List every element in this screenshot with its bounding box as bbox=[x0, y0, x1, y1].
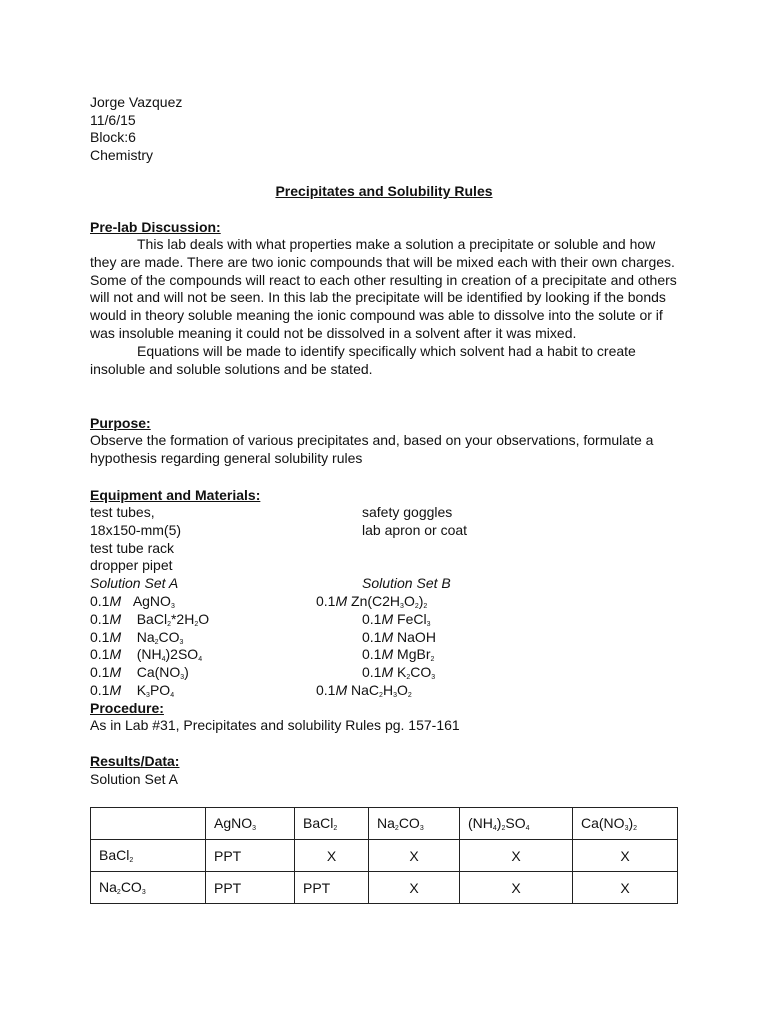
table-cell: X bbox=[369, 872, 460, 904]
set-b-item bbox=[316, 682, 412, 704]
chemical-formula: $Zn(C2H_3O_2)_2$ bbox=[351, 593, 428, 610]
document-title: Precipitates and Solubility Rules bbox=[275, 183, 493, 199]
molarity-unit: M bbox=[109, 611, 122, 627]
chemical-formula: AgNO$_3$ bbox=[214, 815, 257, 832]
molarity-unit: M bbox=[109, 664, 122, 680]
prelab-paragraph-2: Equations will be made to identify specifically which solvent had a habit to create insoluble and soluble solutions and be stated. bbox=[90, 342, 636, 377]
prelab-paragraph-1: This lab deals with what properties make a solution a precipitate or soluble and how they are made. There are two ionic compounds that will be mixed each with their own charges. Some of the compounds will react to each other resulting in creation of a precipitate and others will not and will not be seen. In this lab the precipitate will be identified by looking if the bonds would in theory soluble meaning the ionic compound was able to dissolve into the solute or if was insoluble meaning it could not be dissolved in a solvent after it was mixed. bbox=[90, 236, 677, 341]
column-header bbox=[573, 808, 678, 840]
column-header bbox=[369, 808, 460, 840]
molarity-value: 0.1 bbox=[90, 682, 110, 698]
table-cell: PPT bbox=[206, 872, 295, 904]
column-header bbox=[206, 808, 295, 840]
molarity-unit: M bbox=[109, 646, 122, 662]
chemical-formula: $Na_2CO_3$ bbox=[377, 815, 424, 832]
column-header bbox=[295, 808, 369, 840]
procedure-heading: Procedure: bbox=[90, 700, 164, 716]
chemical-formula: BaCl$_2$ bbox=[303, 815, 338, 832]
chemical-formula: $Ca(NO_3)$ bbox=[136, 664, 189, 681]
chemical-formula: $Na_2CO_3$ bbox=[136, 629, 184, 646]
molarity-unit: M bbox=[335, 593, 348, 609]
molarity-value: 0.1 bbox=[316, 682, 336, 698]
table-cell: X bbox=[369, 840, 460, 872]
set-b-item bbox=[362, 629, 436, 646]
molarity-unit: M bbox=[381, 611, 394, 627]
molarity-unit: M bbox=[335, 682, 348, 698]
equipment-item: test tubes, bbox=[90, 504, 155, 520]
chemical-formula: FeCl$_3$ bbox=[397, 611, 431, 628]
table-cell: PPT bbox=[295, 872, 369, 904]
molarity-unit: M bbox=[109, 682, 122, 698]
molarity-value: 0.1 bbox=[90, 611, 110, 627]
chemical-formula: BaCl$_2$ bbox=[99, 847, 134, 864]
table-row bbox=[91, 872, 678, 904]
molarity-unit: M bbox=[381, 629, 394, 645]
purpose-heading: Purpose: bbox=[90, 415, 151, 431]
row-header bbox=[91, 840, 206, 872]
chemical-formula: $(NH_4)2SO_4$ bbox=[136, 646, 203, 663]
chemical-formula: $Ca(NO_3)_2$ bbox=[581, 815, 638, 832]
table-cell: X bbox=[573, 840, 678, 872]
table-cell: X bbox=[460, 872, 573, 904]
table-header-row bbox=[91, 808, 678, 840]
purpose-text: Observe the formation of various precipitates and, based on your observations, formulate a hypothesis regarding general solubility rules bbox=[90, 432, 654, 466]
results-heading: Results/Data: bbox=[90, 753, 180, 769]
prelab-text bbox=[90, 236, 682, 378]
table-cell: PPT bbox=[206, 840, 295, 872]
molarity-value: 0.1 bbox=[362, 664, 382, 680]
chemical-formula: NaOH bbox=[397, 629, 436, 645]
molarity-value: 0.1 bbox=[316, 593, 336, 609]
block: Block:6 bbox=[90, 129, 136, 145]
solution-set-a-label: Solution Set A bbox=[90, 575, 179, 591]
prelab-heading: Pre-lab Discussion: bbox=[90, 219, 221, 235]
molarity-value: 0.1 bbox=[90, 646, 110, 662]
author-name: Jorge Vazquez bbox=[90, 94, 183, 110]
table-cell: X bbox=[573, 872, 678, 904]
row-header bbox=[91, 872, 206, 904]
chemical-formula: AgNO$_3$ bbox=[132, 593, 175, 610]
equipment-heading: Equipment and Materials: bbox=[90, 487, 261, 503]
results-subheading: Solution Set A bbox=[90, 771, 178, 787]
procedure-text: As in Lab #31, Precipitates and solubility Rules pg. 157-161 bbox=[90, 717, 460, 733]
solution-set-b-label: Solution Set B bbox=[362, 575, 451, 591]
molarity-value: 0.1 bbox=[362, 629, 382, 645]
chemical-formula: $K_3PO_4$ bbox=[136, 682, 175, 699]
chemical-formula: $K_2CO_3$ bbox=[397, 664, 436, 681]
equipment-item: dropper pipet bbox=[90, 557, 173, 573]
equipment-item: test tube rack bbox=[90, 540, 175, 556]
column-header bbox=[460, 808, 573, 840]
table-row bbox=[91, 840, 678, 872]
equipment-item: 18x150-mm(5) bbox=[90, 522, 182, 538]
results-table bbox=[90, 807, 678, 904]
molarity-value: 0.1 bbox=[362, 646, 382, 662]
molarity-unit: M bbox=[109, 629, 122, 645]
chemical-formula: $BaCl_2*2H_2O$ bbox=[136, 611, 210, 628]
chemical-formula: MgBr$_2$ bbox=[397, 646, 435, 663]
molarity-value: 0.1 bbox=[90, 593, 110, 609]
chemical-formula: $Na_2CO_3$ bbox=[99, 879, 146, 896]
molarity-unit: M bbox=[381, 664, 394, 680]
molarity-value: 0.1 bbox=[90, 629, 110, 645]
chemical-formula: $NaC_2H_3O_2$ bbox=[351, 682, 412, 699]
date: 11/6/15 bbox=[90, 112, 136, 128]
equipment-item: lab apron or coat bbox=[362, 522, 468, 538]
chemical-formula: $(NH_4)_2SO_4$ bbox=[468, 815, 530, 832]
subject: Chemistry bbox=[90, 147, 154, 163]
molarity-unit: M bbox=[109, 593, 122, 609]
table-cell: X bbox=[460, 840, 573, 872]
molarity-value: 0.1 bbox=[90, 664, 110, 680]
equipment-item: safety goggles bbox=[362, 504, 453, 520]
molarity-unit: M bbox=[381, 646, 394, 662]
molarity-value: 0.1 bbox=[362, 611, 382, 627]
table-cell: X bbox=[295, 840, 369, 872]
table-corner-cell bbox=[91, 808, 206, 840]
